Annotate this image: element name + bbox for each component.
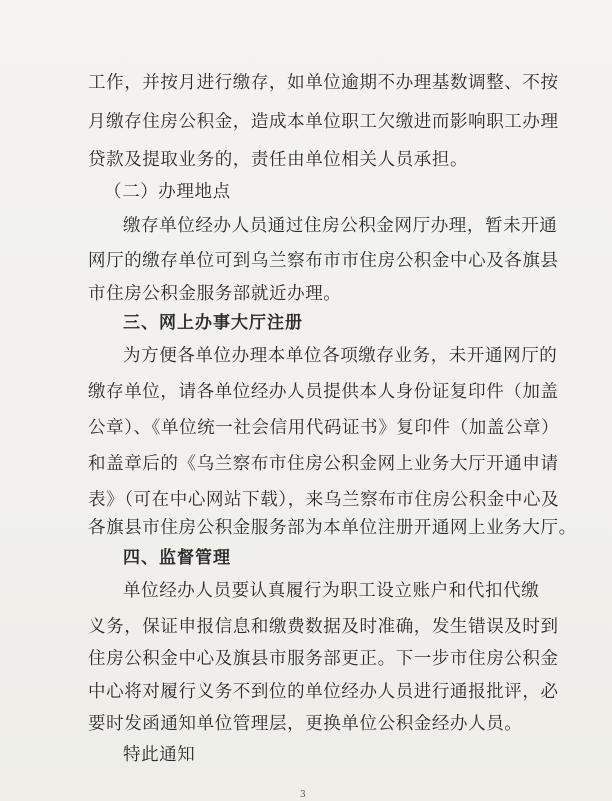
paragraph-line: 单位经办人员要认真履行为职工设立账户和代扣代缴 bbox=[123, 581, 540, 601]
paragraph-line: 市住房公积金服务部就近办理。 bbox=[88, 284, 342, 304]
paragraph-line: 网厅的缴存单位可到乌兰察布市市住房公积金中心及各旗县 bbox=[88, 251, 559, 271]
closing-text: 特此通知 bbox=[123, 745, 196, 765]
paragraph-line: 中心将对履行义务不到位的单位经办人员进行通报批评，必 bbox=[88, 682, 559, 702]
paragraph-line: 月缴存住房公积金，造成本单位职工欠缴进而影响职工办理 bbox=[88, 112, 559, 132]
paragraph-line: 住房公积金中心及旗县市服务部更正。下一步市住房公积金 bbox=[88, 649, 559, 669]
page-number: 3 bbox=[300, 790, 306, 800]
section-heading: 四、监督管理 bbox=[123, 548, 231, 568]
paragraph-line: 为方便各单位办理本单位各项缴存业务，未开通网厅的 bbox=[123, 346, 558, 366]
section-heading: 三、网上办事大厅注册 bbox=[123, 313, 303, 333]
paragraph-line: 缴存单位经办人员通过住房公积金网厅办理，暂未开通 bbox=[123, 216, 558, 236]
paragraph-line: 表》（可在中心网站下载），来乌兰察布市住房公积金中心及 bbox=[88, 490, 560, 510]
paragraph-line: 和盖章后的《乌兰察布市住房公积金网上业务大厅开通申请 bbox=[88, 454, 559, 474]
paragraph-line: 贷款及提取业务的，责任由单位相关人员承担。 bbox=[88, 150, 469, 170]
paragraph-line: 各旗县市住房公积金服务部为本单位注册开通网上业务大厅。 bbox=[88, 518, 577, 538]
paragraph-line: 缴存单位，请各单位经办人员提供本人身份证复印件（加盖 bbox=[88, 382, 559, 402]
paragraph-line: 公章）、《单位统一社会信用代码证书》复印件（加盖公章） bbox=[88, 418, 560, 438]
paragraph-line: 工作，并按月进行缴存，如单位逾期不办理基数调整、不按 bbox=[88, 73, 559, 93]
paragraph-line: 义务，保证申报信息和缴费数据及时准确，发生错误及时到 bbox=[88, 617, 559, 637]
paragraph-line: 要时发函通知单位管理层，更换单位公积金经办人员。 bbox=[88, 714, 523, 734]
section-subheading: （二）办理地点 bbox=[104, 182, 231, 202]
